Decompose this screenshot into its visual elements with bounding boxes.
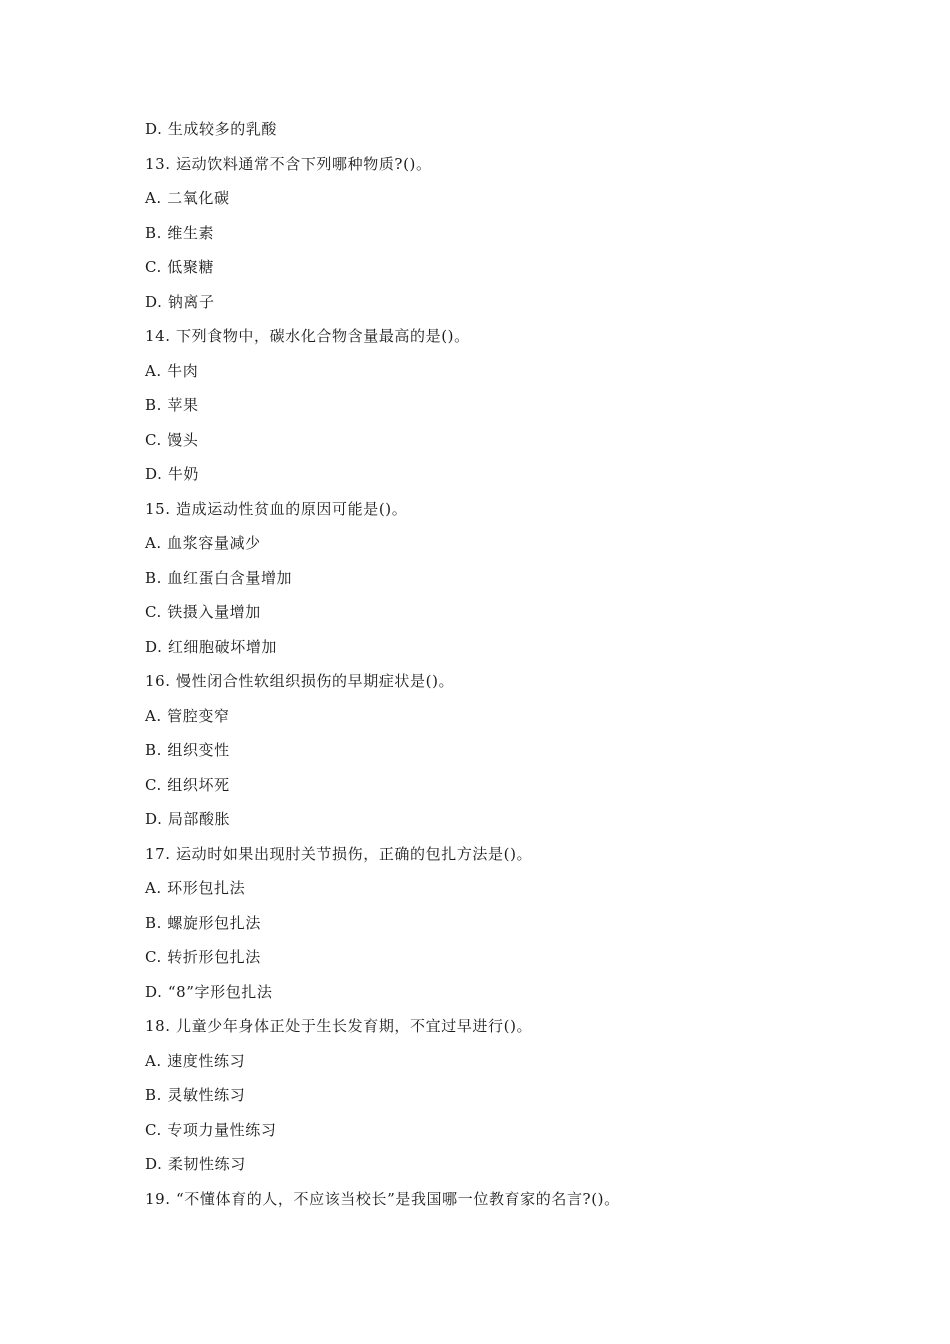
question-14: 14. 下列食物中，碳水化合物含量最高的是()。 bbox=[145, 327, 470, 345]
option-line: A. 二氧化碳 bbox=[145, 189, 230, 207]
option-line: D. 柔韧性练习 bbox=[145, 1155, 246, 1173]
option-line: D. 红细胞破坏增加 bbox=[145, 637, 278, 656]
question-16: 16. 慢性闭合性软组织损伤的早期症状是()。 bbox=[145, 672, 455, 690]
option-line: D. 牛奶 bbox=[145, 465, 200, 483]
option-line: C. 馒头 bbox=[145, 430, 199, 449]
question-18: 18. 儿童少年身体正处于生长发育期，不宜过早进行()。 bbox=[145, 1017, 533, 1035]
question-13: 13. 运动饮料通常不含下列哪种物质?()。 bbox=[145, 154, 432, 173]
option-line: C. 低聚糖 bbox=[145, 258, 215, 276]
option-line: D. 局部酸胀 bbox=[145, 810, 231, 828]
option-line: C. 专项力量性练习 bbox=[145, 1120, 277, 1139]
option-line: C. 转折形包扎法 bbox=[145, 948, 261, 966]
option-line: B. 苹果 bbox=[145, 396, 199, 414]
option-line: C. 铁摄入量增加 bbox=[145, 603, 261, 621]
option-line: B. 螺旋形包扎法 bbox=[145, 913, 261, 932]
option-line: A. 牛肉 bbox=[145, 361, 199, 380]
question-19: 19. “不懂体育的人，不应该当校长”是我国哪一位教育家的名言?()。 bbox=[145, 1189, 620, 1208]
option-line: B. 维生素 bbox=[145, 223, 215, 242]
option-line: B. 组织变性 bbox=[145, 741, 230, 759]
question-list bbox=[145, 117, 865, 1221]
question-17: 17. 运动时如果出现肘关节损伤，正确的包扎方法是()。 bbox=[145, 844, 533, 863]
option-line: D. “8”字形包扎法 bbox=[145, 982, 273, 1001]
option-line: B. 血红蛋白含量增加 bbox=[145, 568, 293, 587]
option-line: A. 血浆容量减少 bbox=[145, 534, 261, 552]
option-line: A. 速度性练习 bbox=[145, 1051, 246, 1070]
option-line: B. 灵敏性练习 bbox=[145, 1086, 246, 1104]
option-line: D. 钠离子 bbox=[145, 292, 215, 311]
option-line: A. 环形包扎法 bbox=[145, 879, 246, 897]
option-line: C. 组织坏死 bbox=[145, 775, 230, 794]
option-line: D. 生成较多的乳酸 bbox=[145, 120, 278, 138]
option-line: A. 管腔变窄 bbox=[145, 706, 230, 725]
question-15: 15. 造成运动性贫血的原因可能是()。 bbox=[145, 499, 408, 518]
